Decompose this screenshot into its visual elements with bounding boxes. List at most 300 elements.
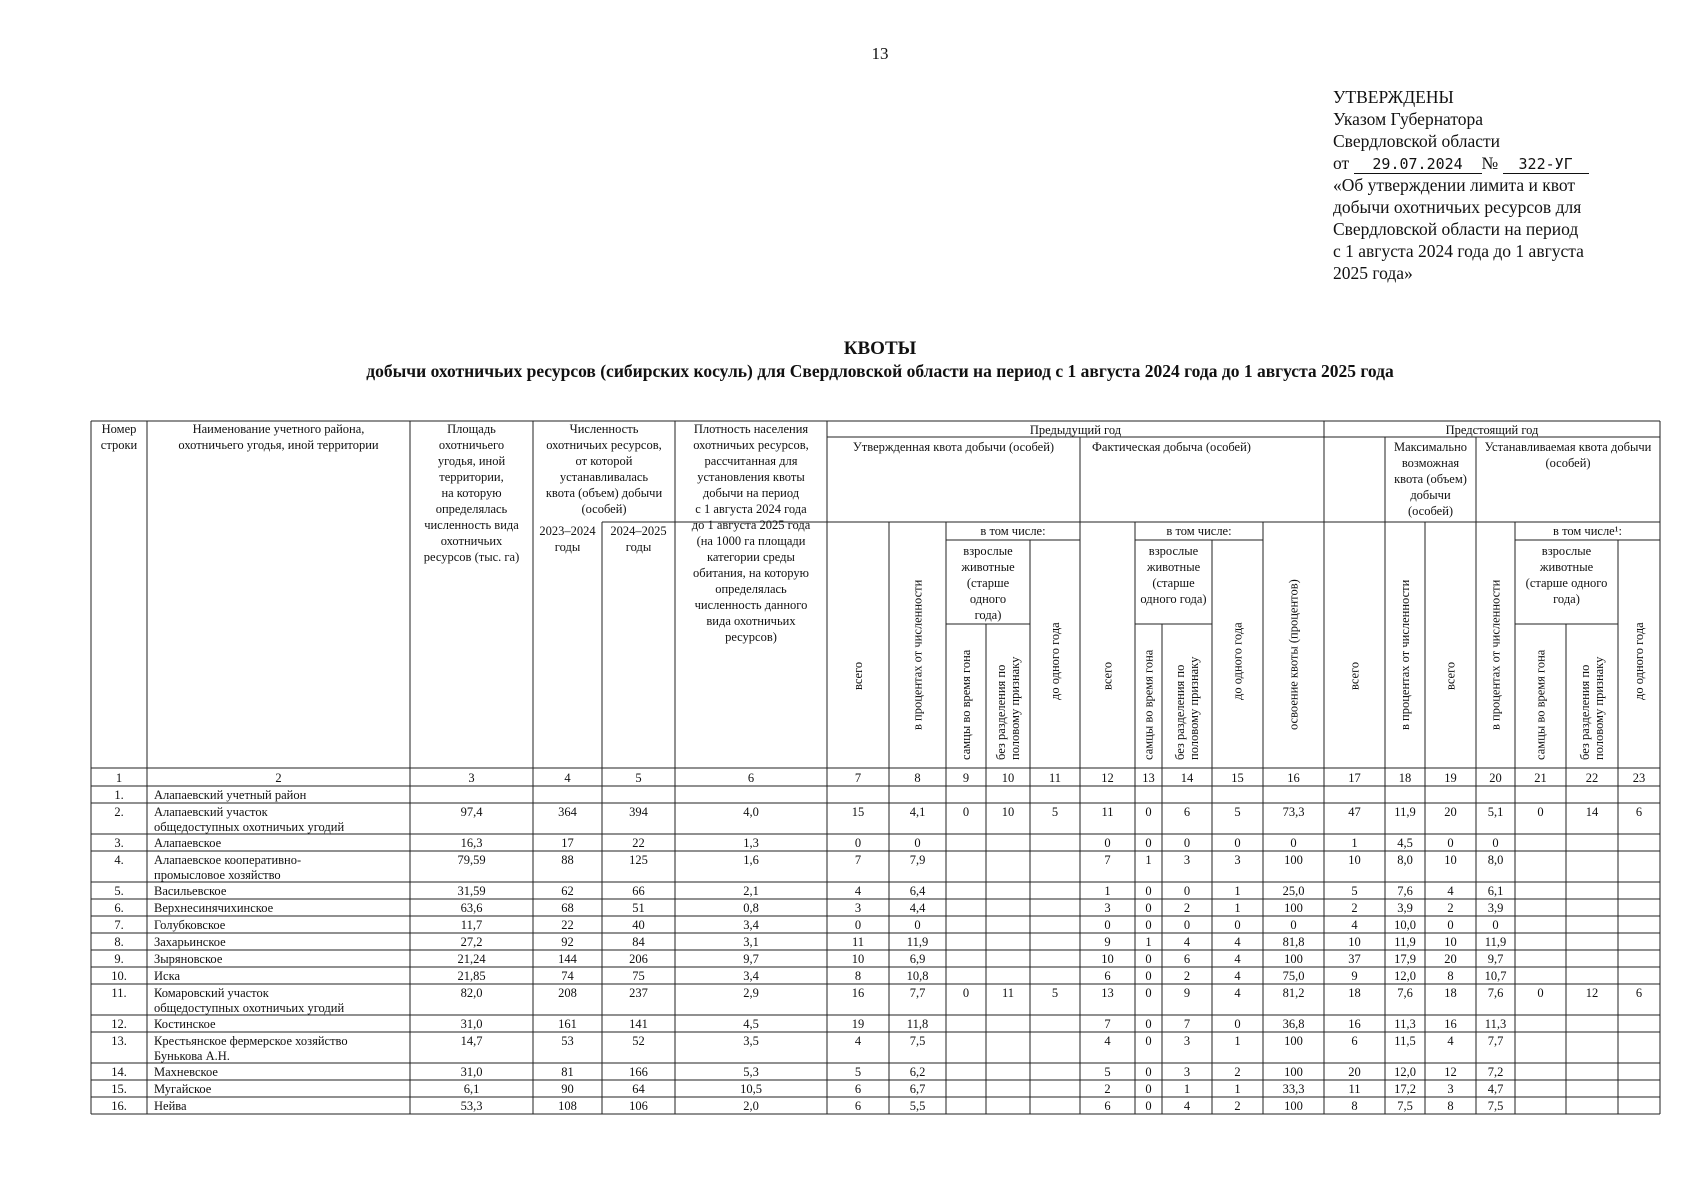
cell-value: 2 xyxy=(1183,901,1191,915)
cell-value: 0 xyxy=(1492,836,1499,850)
cell-value: 2,0 xyxy=(743,1099,759,1113)
header-population: квота (объем) добычи xyxy=(545,486,663,500)
cell-value: 11,9 xyxy=(1394,935,1416,949)
header-max-quota: (особей) xyxy=(1407,504,1454,518)
cell-value: 100 xyxy=(1284,1099,1303,1113)
cell-value: 88 xyxy=(561,853,574,867)
cell-value: 63,6 xyxy=(460,901,483,915)
cell-value: 2 xyxy=(1447,901,1454,915)
cell-value: 0 xyxy=(1234,918,1241,932)
cell-value: 141 xyxy=(629,1017,648,1031)
cell-value: 0 xyxy=(1447,836,1454,850)
cell-value: 144 xyxy=(558,952,577,966)
cell-value: 14,7 xyxy=(460,1034,483,1048)
cell-value: 4 xyxy=(1104,1034,1111,1048)
cell-value: 394 xyxy=(629,805,648,819)
table-row xyxy=(114,836,1498,850)
cell-name: Бунькова А.Н. xyxy=(154,1049,230,1063)
cell-name: Голубковское xyxy=(154,918,226,932)
column-number: 15 xyxy=(1231,771,1244,785)
decree-date: 29.07.2024 xyxy=(1354,156,1482,174)
header-pop-2023: 2023–2024 xyxy=(539,524,596,538)
cell-value: 7,5 xyxy=(1397,1099,1413,1113)
column-number: 8 xyxy=(914,771,921,785)
column-number: 10 xyxy=(1001,771,1015,785)
cell-name: Васильевское xyxy=(154,884,227,898)
cell-value: 1,3 xyxy=(743,836,759,850)
header-density: вида охотничьих xyxy=(706,614,796,628)
header-density: ресурсов) xyxy=(725,630,777,644)
cell-value: 11 xyxy=(1101,805,1114,819)
header-area: определялась xyxy=(435,502,508,516)
cell-value: 5 xyxy=(854,1065,862,1079)
header-max-quota: добычи xyxy=(1410,488,1451,502)
cell-value: 8 xyxy=(854,969,862,983)
header-adults: (старше xyxy=(1152,576,1195,590)
approval-title-5: 2025 года» xyxy=(1333,263,1413,283)
cell-value: 4 xyxy=(1234,935,1241,949)
cell-name: Алапаевский учетный район xyxy=(154,788,307,802)
cell-value: 4 xyxy=(854,884,862,898)
cell-value: 13 xyxy=(1101,986,1114,1000)
cell-value: 0 xyxy=(1492,918,1499,932)
cell-value: 3,1 xyxy=(743,935,759,949)
approval-title-1: «Об утверждении лимита и квот xyxy=(1333,175,1576,195)
cell-value: 1 xyxy=(1234,884,1241,898)
approval-region: Свердловской области xyxy=(1333,131,1501,151)
cell-value: 68 xyxy=(561,901,574,915)
header-set-quota: Устанавливаемая квота добычи xyxy=(1484,440,1652,454)
cell-value: 4 xyxy=(854,1034,862,1048)
cell-value: 16 xyxy=(851,986,865,1000)
cell-value: 7,7 xyxy=(909,986,926,1000)
cell-value: 5,5 xyxy=(909,1099,926,1113)
table-row xyxy=(111,986,1642,1015)
cell-value: 18 xyxy=(1444,986,1457,1000)
header-males: самцы во время гона xyxy=(1141,649,1156,760)
cell-value: 0 xyxy=(1290,836,1297,850)
cell-value: 10,0 xyxy=(1394,918,1416,932)
approval-title-4: с 1 августа 2024 года до 1 августа xyxy=(1333,241,1584,261)
cell-value: 106 xyxy=(629,1099,648,1113)
cell-value: 37 xyxy=(1348,952,1361,966)
header-adults: животные xyxy=(1146,560,1201,574)
cell-value: 15 xyxy=(851,805,865,819)
table-row xyxy=(111,1065,1503,1079)
cell-value: 3 xyxy=(854,901,862,915)
cell-value: 10 xyxy=(1444,935,1457,949)
header-adults: животные xyxy=(1539,560,1594,574)
header-density: (на 1000 га площади xyxy=(696,534,806,548)
header-adults: года) xyxy=(1553,592,1580,606)
column-number: 22 xyxy=(1585,771,1599,785)
header-no-sex: половому признаку xyxy=(1592,656,1606,760)
cell-value: 18 xyxy=(1348,986,1361,1000)
cell-row-number: 8. xyxy=(114,935,124,949)
cell-row-number: 12. xyxy=(111,1017,127,1031)
cell-value: 84 xyxy=(632,935,645,949)
cell-value: 0 xyxy=(1145,1065,1152,1079)
cell-value: 4 xyxy=(1351,918,1358,932)
cell-value: 3,9 xyxy=(1397,901,1413,915)
cell-row-number: 9. xyxy=(114,952,124,966)
cell-value: 5,3 xyxy=(743,1065,759,1079)
cell-value: 17,2 xyxy=(1394,1082,1416,1096)
table-row xyxy=(114,805,1642,834)
header-density: добычи на период xyxy=(702,486,800,500)
cell-value: 4 xyxy=(1447,884,1454,898)
header-adults: взрослые xyxy=(963,544,1013,558)
column-number: 21 xyxy=(1534,771,1547,785)
cell-value: 0 xyxy=(1183,884,1191,898)
cell-value: 4,5 xyxy=(743,1017,759,1031)
header-no-sex: без разделения по xyxy=(1173,664,1187,760)
date-prefix: от xyxy=(1333,153,1350,173)
header-total: всего xyxy=(1347,661,1362,690)
column-number: 20 xyxy=(1489,771,1502,785)
cell-value: 364 xyxy=(558,805,577,819)
cell-value: 7 xyxy=(854,853,862,867)
approval-title-2: добычи охотничьих ресурсов для xyxy=(1333,197,1582,217)
cell-value: 1 xyxy=(1234,1034,1241,1048)
header-population: (особей) xyxy=(581,502,627,516)
header-density: охотничьих ресурсов, xyxy=(693,438,809,452)
cell-value: 0 xyxy=(1145,1034,1152,1048)
header-area: на которую xyxy=(441,486,502,500)
cell-row-number: 13. xyxy=(111,1034,127,1048)
column-number: 6 xyxy=(747,771,755,785)
cell-name: Алапаевское кооперативно- xyxy=(154,853,302,867)
cell-value: 7,2 xyxy=(1487,1065,1504,1079)
cell-value: 17 xyxy=(561,836,574,850)
cell-value: 8,0 xyxy=(1487,853,1504,867)
header-next-year: Предстоящий год xyxy=(1445,423,1539,437)
cell-value: 6 xyxy=(854,1082,862,1096)
cell-value: 10 xyxy=(1101,952,1114,966)
header-adults: одного года) xyxy=(1140,592,1207,606)
cell-value: 1 xyxy=(1234,1082,1241,1096)
cell-value: 4,1 xyxy=(909,805,926,819)
column-number: 18 xyxy=(1398,771,1412,785)
cell-value: 6 xyxy=(1635,805,1643,819)
header-density: Плотность населения xyxy=(693,422,809,436)
header-adults: животные xyxy=(961,560,1015,574)
cell-value: 100 xyxy=(1284,853,1303,867)
cell-value: 0 xyxy=(1145,952,1152,966)
header-max-quota: квота (объем) xyxy=(1394,472,1467,486)
cell-value: 6,2 xyxy=(909,1065,926,1079)
cell-value: 53,3 xyxy=(460,1099,483,1113)
cell-value: 108 xyxy=(558,1099,577,1113)
header-adults: одного xyxy=(969,592,1007,606)
cell-value: 53 xyxy=(561,1034,574,1048)
cell-value: 100 xyxy=(1284,1065,1303,1079)
cell-value: 14 xyxy=(1585,805,1599,819)
cell-value: 7 xyxy=(1104,1017,1111,1031)
cell-value: 0 xyxy=(1145,805,1152,819)
cell-value: 0 xyxy=(854,918,862,932)
header-usage: освоение квоты (процентов) xyxy=(1286,579,1301,730)
header-area: численность вида xyxy=(424,518,519,532)
cell-name: Комаровский участок xyxy=(154,986,269,1000)
cell-value: 47 xyxy=(1348,805,1361,819)
header-population: от которой xyxy=(575,454,633,468)
cell-value: 31,59 xyxy=(457,884,486,898)
cell-value: 90 xyxy=(561,1082,574,1096)
cell-value: 8 xyxy=(1351,1099,1358,1113)
cell-row-number: 3. xyxy=(114,836,124,850)
cell-row-number: 16. xyxy=(111,1099,127,1113)
header-population: устанавливалась xyxy=(559,470,649,484)
table-row xyxy=(111,1099,1503,1113)
cell-value: 7,9 xyxy=(909,853,926,867)
cell-value: 8 xyxy=(1447,1099,1454,1113)
header-no-sex: без разделения по xyxy=(1578,664,1592,760)
table-row xyxy=(114,901,1503,915)
cell-value: 11,5 xyxy=(1394,1034,1416,1048)
cell-name: Нейва xyxy=(154,1099,187,1113)
cell-value: 0 xyxy=(1183,918,1191,932)
header-name: Наименование учетного района, xyxy=(192,422,365,436)
cell-value: 82,0 xyxy=(460,986,483,1000)
cell-value: 0 xyxy=(1104,836,1111,850)
cell-value: 17,9 xyxy=(1394,952,1416,966)
column-number: 13 xyxy=(1142,771,1155,785)
header-density: категории среды xyxy=(707,550,795,564)
header-including: в том числе: xyxy=(1166,524,1232,538)
cell-value: 11,9 xyxy=(906,935,929,949)
cell-value: 9 xyxy=(1104,935,1111,949)
column-number: 11 xyxy=(1048,771,1062,785)
cell-value: 6 xyxy=(1104,969,1111,983)
cell-value: 21,24 xyxy=(457,952,486,966)
cell-row-number: 1. xyxy=(114,788,124,802)
approval-heading: УТВЕРЖДЕНЫ xyxy=(1333,87,1454,107)
cell-value: 3 xyxy=(1183,1065,1191,1079)
cell-value: 3,4 xyxy=(743,969,759,983)
cell-value: 10 xyxy=(1001,805,1015,819)
header-pop-2024: годы xyxy=(625,540,652,554)
header-approved-quota: Утвержденная квота добычи (особей) xyxy=(852,440,1055,454)
header-no-sex: половому признаку xyxy=(1187,656,1201,760)
column-number: 3 xyxy=(468,771,475,785)
cell-value: 10,7 xyxy=(1484,969,1507,983)
cell-value: 5 xyxy=(1051,805,1059,819)
cell-value: 10 xyxy=(851,952,865,966)
cell-value: 2 xyxy=(1234,1099,1241,1113)
header-max-quota: возможная xyxy=(1401,456,1460,470)
cell-value: 100 xyxy=(1284,952,1303,966)
cell-value: 7,7 xyxy=(1487,1034,1504,1048)
cell-value: 31,0 xyxy=(460,1065,483,1079)
header-name: охотничьего угодья, иной территории xyxy=(178,438,379,452)
column-number: 16 xyxy=(1287,771,1300,785)
cell-value: 52 xyxy=(632,1034,645,1048)
cell-value: 100 xyxy=(1284,901,1303,915)
cell-value: 0 xyxy=(1447,918,1454,932)
cell-value: 11 xyxy=(1001,986,1015,1000)
header-actual-harvest: Фактическая добыча (особей) xyxy=(1092,440,1251,454)
header-max-quota: Максимально xyxy=(1393,440,1468,454)
cell-row-number: 10. xyxy=(111,969,127,983)
cell-value: 2 xyxy=(1183,969,1191,983)
cell-value: 2 xyxy=(1351,901,1358,915)
approval-decree: Указом Губернатора xyxy=(1333,109,1484,129)
cell-value: 3 xyxy=(1104,901,1111,915)
cell-row-number: 5. xyxy=(114,884,124,898)
header-pop-2023: годы xyxy=(554,540,581,554)
cell-value: 62 xyxy=(561,884,574,898)
decree-number: 322-УГ xyxy=(1503,156,1589,174)
cell-value: 9 xyxy=(1351,969,1358,983)
cell-value: 11,3 xyxy=(1394,1017,1416,1031)
cell-value: 206 xyxy=(629,952,648,966)
header-density: численность данного xyxy=(694,598,808,612)
cell-value: 16 xyxy=(1444,1017,1457,1031)
cell-value: 1 xyxy=(1145,935,1152,949)
cell-value: 22 xyxy=(632,836,645,850)
cell-value: 7,6 xyxy=(1487,986,1504,1000)
cell-value: 0 xyxy=(962,805,970,819)
cell-value: 161 xyxy=(558,1017,577,1031)
cell-name: Махневское xyxy=(154,1065,218,1079)
cell-value: 0 xyxy=(1145,1099,1152,1113)
cell-value: 40 xyxy=(632,918,645,932)
cell-value: 74 xyxy=(561,969,574,983)
header-percent: в процентах от численности xyxy=(1398,579,1412,730)
cell-value: 12,0 xyxy=(1394,1065,1416,1079)
header-percent: в процентах от численности xyxy=(1488,579,1503,730)
cell-value: 19 xyxy=(851,1017,865,1031)
header-area: угодья, иной xyxy=(437,454,506,468)
cell-value: 20 xyxy=(1348,1065,1361,1079)
cell-value: 12 xyxy=(1444,1065,1457,1079)
cell-value: 166 xyxy=(629,1065,648,1079)
cell-value: 1 xyxy=(1351,836,1358,850)
cell-value: 4 xyxy=(1183,935,1191,949)
cell-value: 75 xyxy=(632,969,645,983)
cell-value: 4 xyxy=(1447,1034,1454,1048)
cell-value: 0 xyxy=(914,918,921,932)
cell-value: 27,2 xyxy=(460,935,483,949)
header-set-quota: (особей) xyxy=(1545,456,1591,470)
column-number: 14 xyxy=(1180,771,1194,785)
cell-value: 4,4 xyxy=(909,901,926,915)
cell-value: 5 xyxy=(1051,986,1059,1000)
cell-value: 4,7 xyxy=(1487,1082,1504,1096)
column-number: 17 xyxy=(1348,771,1361,785)
header-population: Численность xyxy=(569,422,639,436)
header-young: до одного года xyxy=(1632,622,1646,700)
cell-value: 1 xyxy=(1183,1082,1191,1096)
cell-value: 81 xyxy=(561,1065,574,1079)
cell-value: 8,0 xyxy=(1397,853,1413,867)
cell-value: 4 xyxy=(1234,969,1241,983)
table-row xyxy=(114,952,1503,966)
document-subtitle: добычи охотничьих ресурсов (сибирских косуль) для Свердловской области на период с 1 августа 2024 года до 1 августа 2025 года xyxy=(366,361,1394,381)
cell-value: 12,0 xyxy=(1394,969,1416,983)
cell-value: 5 xyxy=(1234,805,1241,819)
header-young: до одного года xyxy=(1048,622,1062,700)
table-row xyxy=(111,1082,1503,1096)
header-no-sex: без разделения по xyxy=(994,664,1008,760)
cell-row-number: 7. xyxy=(114,918,124,932)
column-number: 12 xyxy=(1101,771,1114,785)
header-adults: взрослые xyxy=(1148,544,1199,558)
cell-value: 0 xyxy=(1537,986,1544,1000)
cell-value: 0 xyxy=(1145,1017,1152,1031)
cell-value: 6 xyxy=(854,1099,862,1113)
cell-name: Мугайское xyxy=(154,1082,212,1096)
cell-value: 51 xyxy=(632,901,645,915)
cell-row-number: 11. xyxy=(111,986,127,1000)
cell-name: Крестьянское фермерское хозяйство xyxy=(154,1034,348,1048)
cell-value: 75,0 xyxy=(1282,969,1305,983)
header-area: охотничьих xyxy=(440,534,503,548)
cell-value: 11,9 xyxy=(1484,935,1507,949)
cell-value: 11,8 xyxy=(906,1017,929,1031)
cell-value: 5,1 xyxy=(1487,805,1504,819)
header-total: всего xyxy=(1443,661,1458,690)
cell-value: 4,0 xyxy=(743,805,759,819)
cell-value: 0 xyxy=(1183,836,1191,850)
header-adults: года) xyxy=(974,608,1002,622)
cell-value: 6,1 xyxy=(1487,884,1504,898)
cell-value: 9 xyxy=(1183,986,1191,1000)
cell-name: общедоступных охотничьих угодий xyxy=(154,1001,345,1015)
cell-value: 12 xyxy=(1585,986,1599,1000)
number-prefix: № xyxy=(1481,153,1499,173)
column-number: 9 xyxy=(962,771,970,785)
cell-value: 64 xyxy=(632,1082,645,1096)
column-number: 2 xyxy=(275,771,282,785)
cell-value: 10,8 xyxy=(906,969,929,983)
cell-row-number: 15. xyxy=(111,1082,127,1096)
cell-value: 7,5 xyxy=(909,1034,926,1048)
header-no-sex: половому признаку xyxy=(1008,656,1022,760)
cell-value: 3,9 xyxy=(1487,901,1504,915)
header-population: охотничьих ресурсов, xyxy=(546,438,662,452)
cell-value: 11,9 xyxy=(1394,805,1416,819)
column-number: 7 xyxy=(854,771,862,785)
cell-value: 20 xyxy=(1444,952,1457,966)
cell-value: 81,8 xyxy=(1282,935,1305,949)
cell-value: 4,5 xyxy=(1397,836,1413,850)
cell-name: промысловое хозяйство xyxy=(154,868,281,882)
cell-value: 0 xyxy=(1145,969,1152,983)
cell-value: 6,9 xyxy=(909,952,926,966)
cell-value: 3,4 xyxy=(743,918,759,932)
header-young: до одного года xyxy=(1230,622,1245,700)
cell-value: 0 xyxy=(1145,884,1152,898)
cell-value: 3 xyxy=(1447,1082,1454,1096)
table-row xyxy=(114,935,1506,949)
header-area: ресурсов (тыс. га) xyxy=(423,550,520,564)
header-area: Площадь xyxy=(447,422,496,436)
cell-value: 10 xyxy=(1444,853,1457,867)
cell-value: 5 xyxy=(1351,884,1358,898)
cell-value: 25,0 xyxy=(1282,884,1305,898)
cell-value: 3 xyxy=(1183,1034,1191,1048)
header-density: определялась xyxy=(715,582,787,596)
cell-value: 4 xyxy=(1183,1099,1191,1113)
cell-value: 79,59 xyxy=(457,853,486,867)
cell-value: 81,2 xyxy=(1282,986,1305,1000)
cell-value: 9,7 xyxy=(743,952,759,966)
cell-value: 2,1 xyxy=(743,884,759,898)
cell-value: 4 xyxy=(1234,986,1241,1000)
cell-name: Иска xyxy=(154,969,181,983)
